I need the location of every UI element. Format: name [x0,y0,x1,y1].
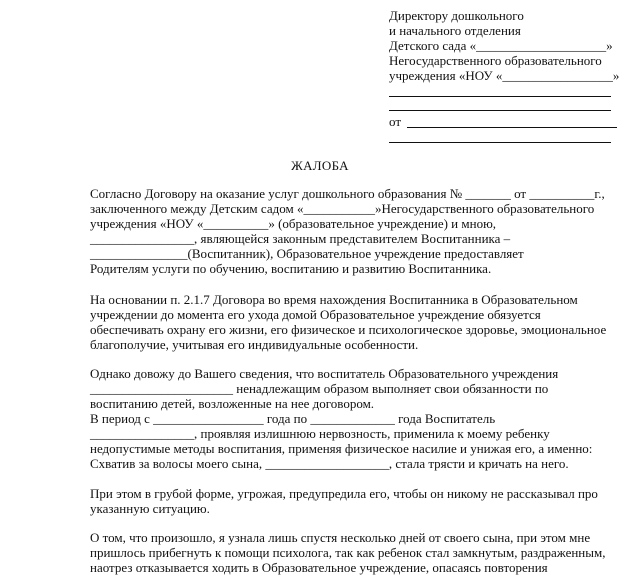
text-line: пришлось прибегнуть к помощи психолога, так как ребенок стал замкнутым, раздраженным, [90,545,606,560]
addressee-block [389,8,620,83]
addressee-line: Негосударственного образовательного [389,53,602,68]
paragraph-incident [90,366,620,471]
text-line: При этом в грубой форме, угрожая, предупредила его, чтобы он никому не рассказывал про [90,486,598,501]
text-line: Однако довожу до Вашего сведения, что воспитатель Образовательного учреждения [90,366,559,381]
text-line: Родителям услуги по обучению, воспитанию и развитию Воспитанника. [90,261,492,276]
addressee-line: Директору дошкольного [389,8,524,23]
addressee-line: учреждения «НОУ «_________________» [389,68,620,83]
text-line: На основании п. 2.1.7 Договора во время нахождения Воспитанника в Образовательном [90,292,578,307]
text-line: Согласно Договору на оказание услуг дошкольного образования № _______ от __________г., [90,186,605,201]
text-line: В период с _________________ года по _____________ года Воспитатель [90,411,496,426]
text-line: благополучие, учитывая его индивидуальные особенности. [90,337,419,352]
text-line: Схватив за волосы моего сына, ___________________, стала трясти и кричать на него. [90,456,569,471]
text-line: заключенного между Детским садом «___________»Негосударственного образовательного [90,201,595,216]
text-line: воспитанию детей, возложенные на нее договором. [90,396,375,411]
text-line: ________________, являющейся законным представителем Воспитанника – [90,231,511,246]
text-line: учреждении до момента его ухода домой Образовательное учреждение обязуется [90,307,541,322]
text-line: обеспечивать охрану его жизни, его физическое и психологическое здоровье, эмоциональное [90,322,607,337]
paragraph-contract [90,186,620,276]
text-line: недопустимые методы воспитания, применяя физическое насилие и унижая его, а именно: [90,441,593,456]
blank-line [389,96,611,97]
paragraph-obligation [90,292,620,352]
addressee-line: Детского сада «____________________» [389,38,613,53]
text-line: _______________(Воспитанник), Образовательное учреждение предоставляет [90,246,524,261]
blank-line [389,110,611,111]
from-label: от [389,114,402,129]
text-line: О том, что произошло, я узнала лишь спустя несколько дней от своего сына, при этом мне [90,530,591,545]
text-line: указанную ситуацию. [90,501,210,516]
blank-line [389,142,611,143]
paragraph-threat [90,486,620,516]
text-line: наотрез отказывается ходить в Образовательное учреждение, опасаясь повторения [90,560,548,575]
text-line: ________________, проявляя излишнюю нервозность, применила к моему ребенку [90,426,550,441]
text-line: учреждения «НОУ «__________» (образовательное учреждение) и мною, [90,216,497,231]
paragraph-consequences [90,530,620,575]
document-title: ЖАЛОБА [291,158,349,173]
from-row [389,114,617,129]
addressee-line: и начального отделения [389,23,521,38]
text-line: ______________________ ненадлежащим образом выполняет свои обязанности по [90,381,549,396]
from-blank-line [407,127,617,128]
